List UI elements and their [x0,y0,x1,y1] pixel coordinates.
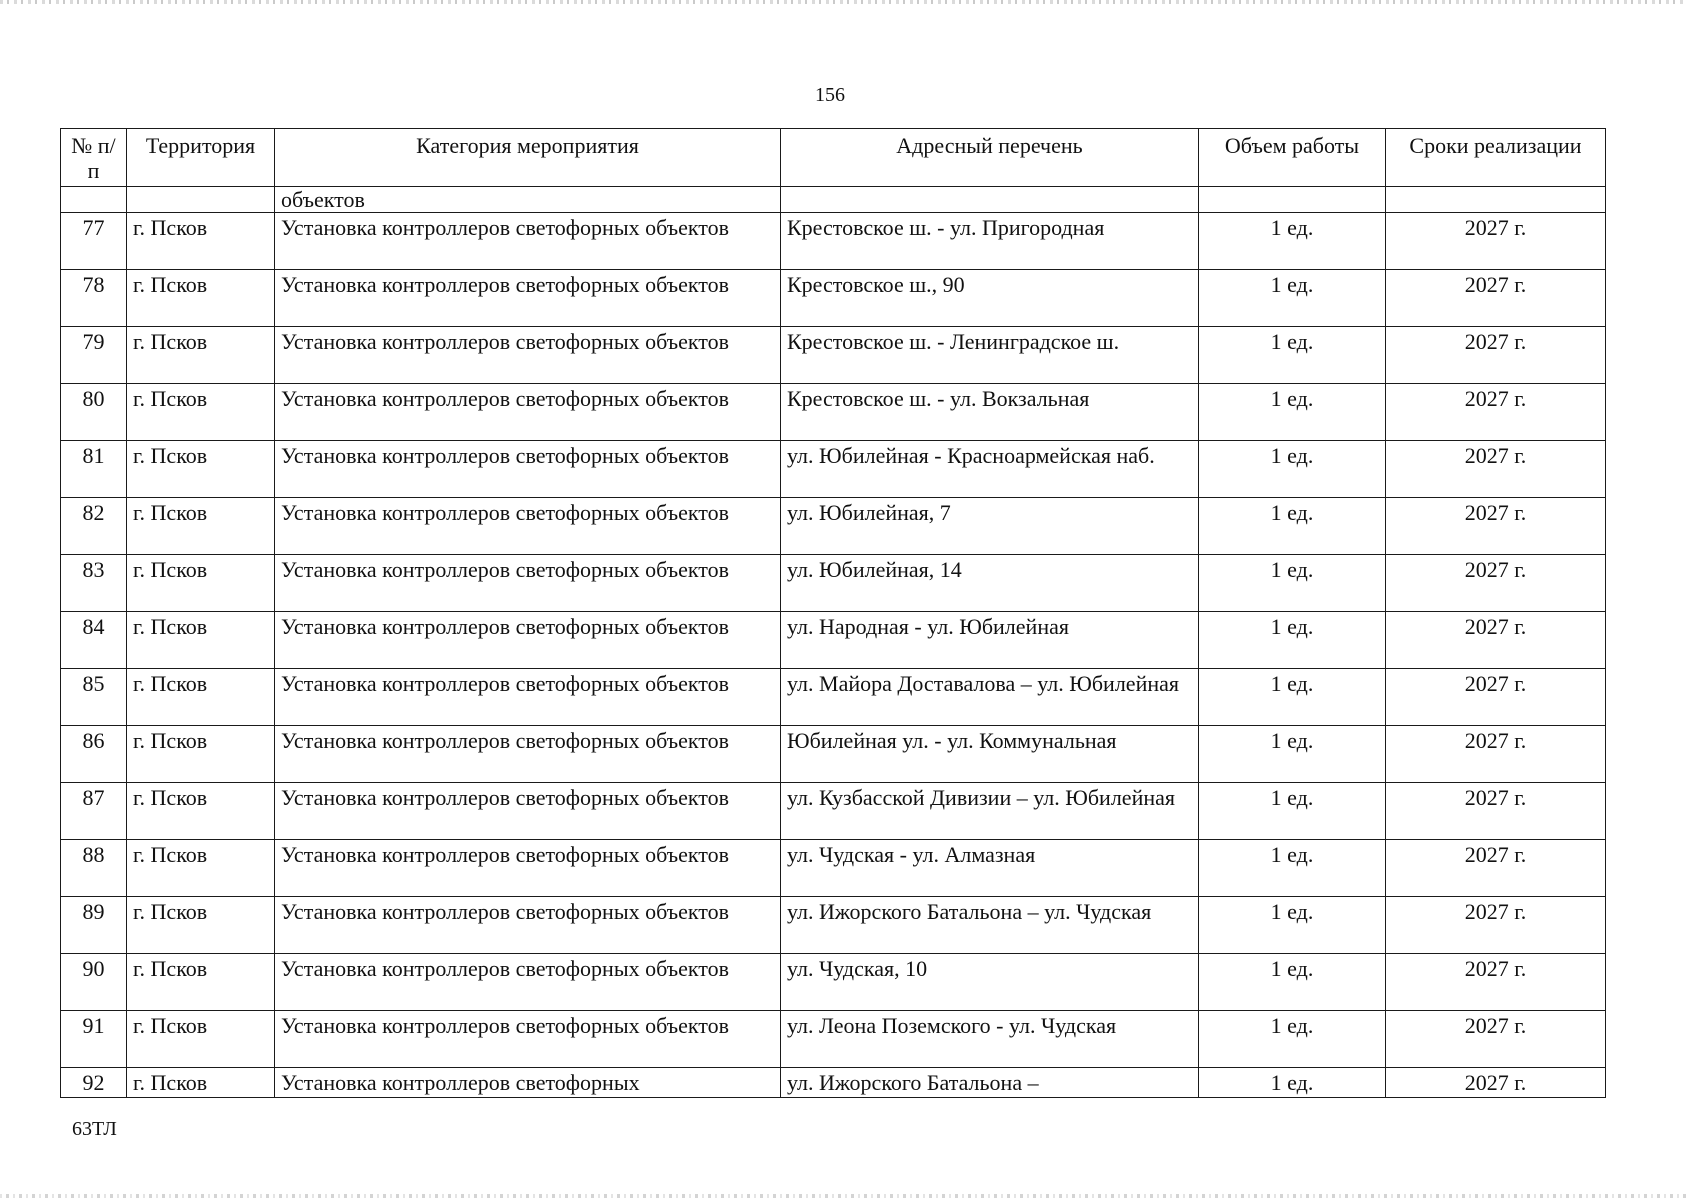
table-row [61,840,1606,897]
cell-territory: г. Псков [127,327,275,384]
document-code: 63ТЛ [72,1118,117,1140]
cell-num: 89 [61,897,127,954]
cell-term: 2027 г. [1386,954,1606,1011]
table-row [61,1011,1606,1068]
scan-edge-bottom [0,1194,1686,1198]
cell-term: 2027 г. [1386,726,1606,783]
cell-term: 2027 г. [1386,555,1606,612]
cell-territory [127,187,275,213]
cell-term: 2027 г. [1386,612,1606,669]
table-row [61,669,1606,726]
cell-volume: 1 ед. [1199,612,1386,669]
table-row [61,270,1606,327]
cell-term: 2027 г. [1386,384,1606,441]
cell-territory: г. Псков [127,783,275,840]
table-row [61,612,1606,669]
table-row [61,327,1606,384]
cell-address: ул. Ижорского Батальона – [781,1068,1199,1098]
cell-address [781,187,1199,213]
cell-num: 82 [61,498,127,555]
cell-category: Установка контроллеров светофорных объектов [275,270,781,327]
cell-category: Установка контроллеров светофорных объектов [275,726,781,783]
cell-category: Установка контроллеров светофорных объектов [275,954,781,1011]
cell-address: ул. Кузбасской Дивизии – ул. Юбилейная [781,783,1199,840]
cell-address: ул. Майора Доставалова – ул. Юбилейная [781,669,1199,726]
continuation-row [61,187,1606,213]
header-num: № п/п [61,129,127,187]
page-number: 156 [815,84,845,106]
cell-category: Установка контроллеров светофорных объектов [275,384,781,441]
cell-num: 88 [61,840,127,897]
cell-num: 92 [61,1068,127,1098]
cell-num: 91 [61,1011,127,1068]
cell-volume: 1 ед. [1199,498,1386,555]
cell-volume: 1 ед. [1199,555,1386,612]
cell-territory: г. Псков [127,1011,275,1068]
cell-volume [1199,187,1386,213]
cell-address: Юбилейная ул. - ул. Коммунальная [781,726,1199,783]
cell-address: ул. Юбилейная - Красноармейская наб. [781,441,1199,498]
cell-category: Установка контроллеров светофорных объектов [275,669,781,726]
cell-num: 83 [61,555,127,612]
header-category: Категория мероприятия [275,129,781,187]
cell-term: 2027 г. [1386,270,1606,327]
table-row [61,213,1606,270]
cell-term: 2027 г. [1386,1011,1606,1068]
cell-territory: г. Псков [127,441,275,498]
cell-territory: г. Псков [127,612,275,669]
table-row [61,498,1606,555]
cell-territory: г. Псков [127,726,275,783]
cell-volume: 1 ед. [1199,441,1386,498]
cell-territory: г. Псков [127,954,275,1011]
cell-volume: 1 ед. [1199,327,1386,384]
table-row [61,783,1606,840]
cell-address: ул. Чудская - ул. Алмазная [781,840,1199,897]
header-volume: Объем работы [1199,129,1386,187]
cell-category: Установка контроллеров светофорных объектов [275,897,781,954]
table-row [61,954,1606,1011]
cell-num: 81 [61,441,127,498]
cell-volume: 1 ед. [1199,384,1386,441]
cell-term: 2027 г. [1386,1068,1606,1098]
cell-territory: г. Псков [127,384,275,441]
cell-address: ул. Чудская, 10 [781,954,1199,1011]
cell-territory: г. Псков [127,498,275,555]
cell-volume: 1 ед. [1199,1011,1386,1068]
cell-num: 90 [61,954,127,1011]
cell-category: Установка контроллеров светофорных объектов [275,441,781,498]
cell-address: ул. Ижорского Батальона – ул. Чудская [781,897,1199,954]
cell-volume: 1 ед. [1199,669,1386,726]
table-row [61,555,1606,612]
cell-volume: 1 ед. [1199,897,1386,954]
cell-territory: г. Псков [127,840,275,897]
cell-category: Установка контроллеров светофорных объектов [275,498,781,555]
cell-address: Крестовское ш. - ул. Вокзальная [781,384,1199,441]
cell-address: Крестовское ш. - ул. Пригородная [781,213,1199,270]
cell-num [61,187,127,213]
cell-territory: г. Псков [127,669,275,726]
cell-num: 77 [61,213,127,270]
cell-category: Установка контроллеров светофорных объектов [275,1011,781,1068]
cell-address: Крестовское ш. - Ленинградское ш. [781,327,1199,384]
cell-category: Установка контроллеров светофорных объектов [275,612,781,669]
cell-address: ул. Юбилейная, 14 [781,555,1199,612]
cell-category: Установка контроллеров светофорных объектов [275,840,781,897]
cell-category: Установка контроллеров светофорных объектов [275,213,781,270]
cell-volume: 1 ед. [1199,783,1386,840]
cell-volume: 1 ед. [1199,213,1386,270]
cell-num: 86 [61,726,127,783]
cell-num: 84 [61,612,127,669]
table-row [61,441,1606,498]
header-address: Адресный перечень [781,129,1199,187]
cell-term: 2027 г. [1386,840,1606,897]
cell-term: 2027 г. [1386,441,1606,498]
cell-term: 2027 г. [1386,897,1606,954]
cell-num: 79 [61,327,127,384]
cell-territory: г. Псков [127,270,275,327]
cell-num: 87 [61,783,127,840]
cell-num: 80 [61,384,127,441]
scan-edge-top [0,0,1686,4]
cell-address: ул. Юбилейная, 7 [781,498,1199,555]
table-row [61,726,1606,783]
cell-territory: г. Псков [127,1068,275,1098]
cell-category: Установка контроллеров светофорных объектов [275,327,781,384]
cell-category: Установка контроллеров светофорных объектов [275,555,781,612]
works-table [60,128,1606,1098]
cell-volume: 1 ед. [1199,954,1386,1011]
table-header [61,129,1606,187]
cell-category: объектов [275,187,781,213]
cell-num: 78 [61,270,127,327]
cell-address: Крестовское ш., 90 [781,270,1199,327]
header-row [61,129,1606,187]
cell-territory: г. Псков [127,897,275,954]
header-territory: Территория [127,129,275,187]
cell-category: Установка контроллеров светофорных [275,1068,781,1098]
cell-num: 85 [61,669,127,726]
table-row [61,384,1606,441]
table-row [61,1068,1606,1098]
cell-term: 2027 г. [1386,327,1606,384]
cell-volume: 1 ед. [1199,1068,1386,1098]
cell-volume: 1 ед. [1199,726,1386,783]
cell-address: ул. Народная - ул. Юбилейная [781,612,1199,669]
cell-territory: г. Псков [127,555,275,612]
cell-territory: г. Псков [127,213,275,270]
table-body [61,187,1606,1098]
cell-address: ул. Леона Поземского - ул. Чудская [781,1011,1199,1068]
header-term: Сроки реализации [1386,129,1606,187]
cell-category: Установка контроллеров светофорных объектов [275,783,781,840]
cell-volume: 1 ед. [1199,270,1386,327]
table-row [61,897,1606,954]
cell-term: 2027 г. [1386,783,1606,840]
cell-term: 2027 г. [1386,498,1606,555]
cell-volume: 1 ед. [1199,840,1386,897]
cell-term: 2027 г. [1386,213,1606,270]
cell-term: 2027 г. [1386,669,1606,726]
cell-term [1386,187,1606,213]
